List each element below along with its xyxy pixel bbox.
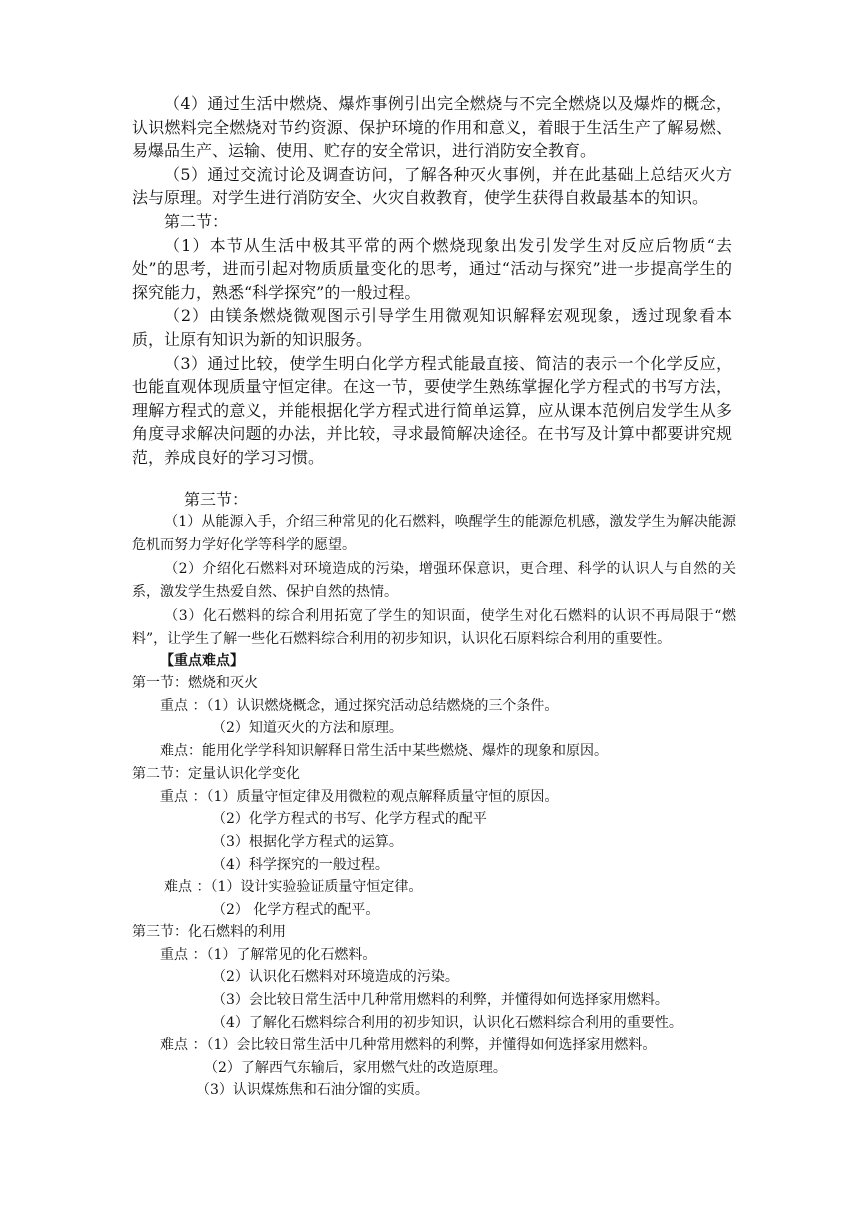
keypoints-s3-key-1: 重点 ：（1）了解常见的化石燃料。 (160, 947, 377, 963)
paragraph-s3-item-2: （2）介绍化石燃料对环境造成的污染，增强环保意识，更合理、科学的认识人与自然的关系，激发学生热爱自然、保护自然的热情。 (132, 560, 736, 601)
keypoints-s2-difficulty-2: （2） 化学方程式的配平。 (212, 902, 380, 918)
keypoints-s3-difficulty-3: （3）认识煤炼焦和石油分馏的实质。 (196, 1082, 429, 1098)
paragraph-s3-item-1: （1）从能源入手，介绍三种常见的化石燃料，唤醒学生的能源危机感，激发学生为解决能源危机而努力学好化学等科学的愿望。 (132, 514, 736, 554)
keypoints-s3-key-3: （3）会比较日常生活中几种常用燃料的利弊，并懂得如何选择家用燃料。 (212, 992, 669, 1008)
keypoints-s2-key-3: （3）根据化学方程式的运算。 (212, 834, 403, 850)
paragraph-s3-item-3: （3）化石燃料的综合利用拓宽了学生的知识面，使学生对化石燃料的认识不再局限于“燃料”，让学生了解一些化石燃料综合利用的初步知识，认识化石原料综合利用的重要性。 (132, 607, 736, 648)
keypoints-heading: 【重点难点】 (160, 653, 244, 669)
keypoints-s3-difficulty-2: （2）了解西气东输后，家用燃气灶的改造原理。 (204, 1060, 507, 1076)
section-heading-2: 第二节： (164, 211, 229, 231)
paragraph-s2-item-1: （1）本节从生活中极其平常的两个燃烧现象出发引发学生对反应后物质“去处”的思考，进而引起对物质质量变化的思考，通过“活动与探究”进一步提高学生的探究能力，熟悉“科学探究”的一般过程。 (132, 235, 732, 302)
section-objectives-part-b (132, 511, 736, 651)
keypoints-s3-difficulty-1: 难点 ：（1）会比较日常生活中几种常用燃料的利弊，并懂得如何选择家用燃料。 (160, 1037, 657, 1053)
keypoints-s1-difficulty: 难点：能用化学学科知识解释日常生活中某些燃烧、爆炸的现象和原因。 (160, 743, 608, 759)
keypoints-s2-difficulty-1: 难点 ：（1）设计实验验证质量守恒定律。 (164, 879, 423, 895)
keypoints-s2-key-1: 重点 ：（1）质量守恒定律及用微粒的观点解释质量守恒的原因。 (160, 789, 559, 805)
keypoints-s2-key-4: （4）科学探究的一般过程。 (212, 857, 389, 873)
keypoints-s3-title: 第三节：化石燃料的利用 (132, 924, 286, 940)
keypoints-s1-title: 第一节：燃烧和灭火 (132, 675, 258, 691)
section-objectives-part-a (132, 92, 732, 470)
keypoints-s3-key-2: （2）认识化石燃料对环境造成的污染。 (212, 969, 459, 985)
keypoints-s1-key-2: （2）知道灭火的方法和原理。 (212, 720, 403, 736)
keypoints-s2-key-2: （2）化学方程式的书写、化学方程式的配平 (212, 811, 487, 827)
keypoints-s1-key-1: 重点 ：（1）认识燃烧概念，通过探究活动总结燃烧的三个条件。 (160, 698, 559, 714)
keypoints-s3-key-4: （4）了解化石燃料综合利用的初步知识，认识化石燃料综合利用的重要性。 (212, 1015, 683, 1031)
paragraph-s2-item-3: （3）通过比较，使学生明白化学方程式能最直接、简洁的表示一个化学反应，也能直观体现质量守恒定律。在这一节，要使学生熟练掌握化学方程式的书写方法，理解方程式的意义，并能根据化学方程式进行简单运算，应从课本范例启发学生从多角度寻求解决问题的办法，并比较，寻求最简解决途径。在书写及计算中都要讲究规范，养成良好的学习习惯。 (132, 353, 732, 467)
paragraph-item-5: （5）通过交流讨论及调查访问，了解各种灭火事例，并在此基础上总结灭火方法与原理。对学生进行消防安全、火灾自救教育，使学生获得自救最基本的知识。 (132, 164, 732, 208)
section-heading-3: 第三节： (184, 490, 249, 509)
paragraph-s2-item-2: （2）由镁条燃烧微观图示引导学生用微观知识解释宏观现象，透过现象看本质，让原有知识为新的知识服务。 (132, 306, 732, 349)
keypoints-s2-title: 第二节：定量认识化学变化 (132, 766, 300, 782)
paragraph-item-4: （4）通过生活中燃烧、爆炸事例引出完全燃烧与不完全燃烧以及爆炸的概念，认识燃料完全燃烧对节约资源、保护环境的作用和意义，着眼于生活生产了解易燃、易爆品生产、运输、使用、贮存的安全常识，进行消防安全教育。 (132, 94, 732, 161)
